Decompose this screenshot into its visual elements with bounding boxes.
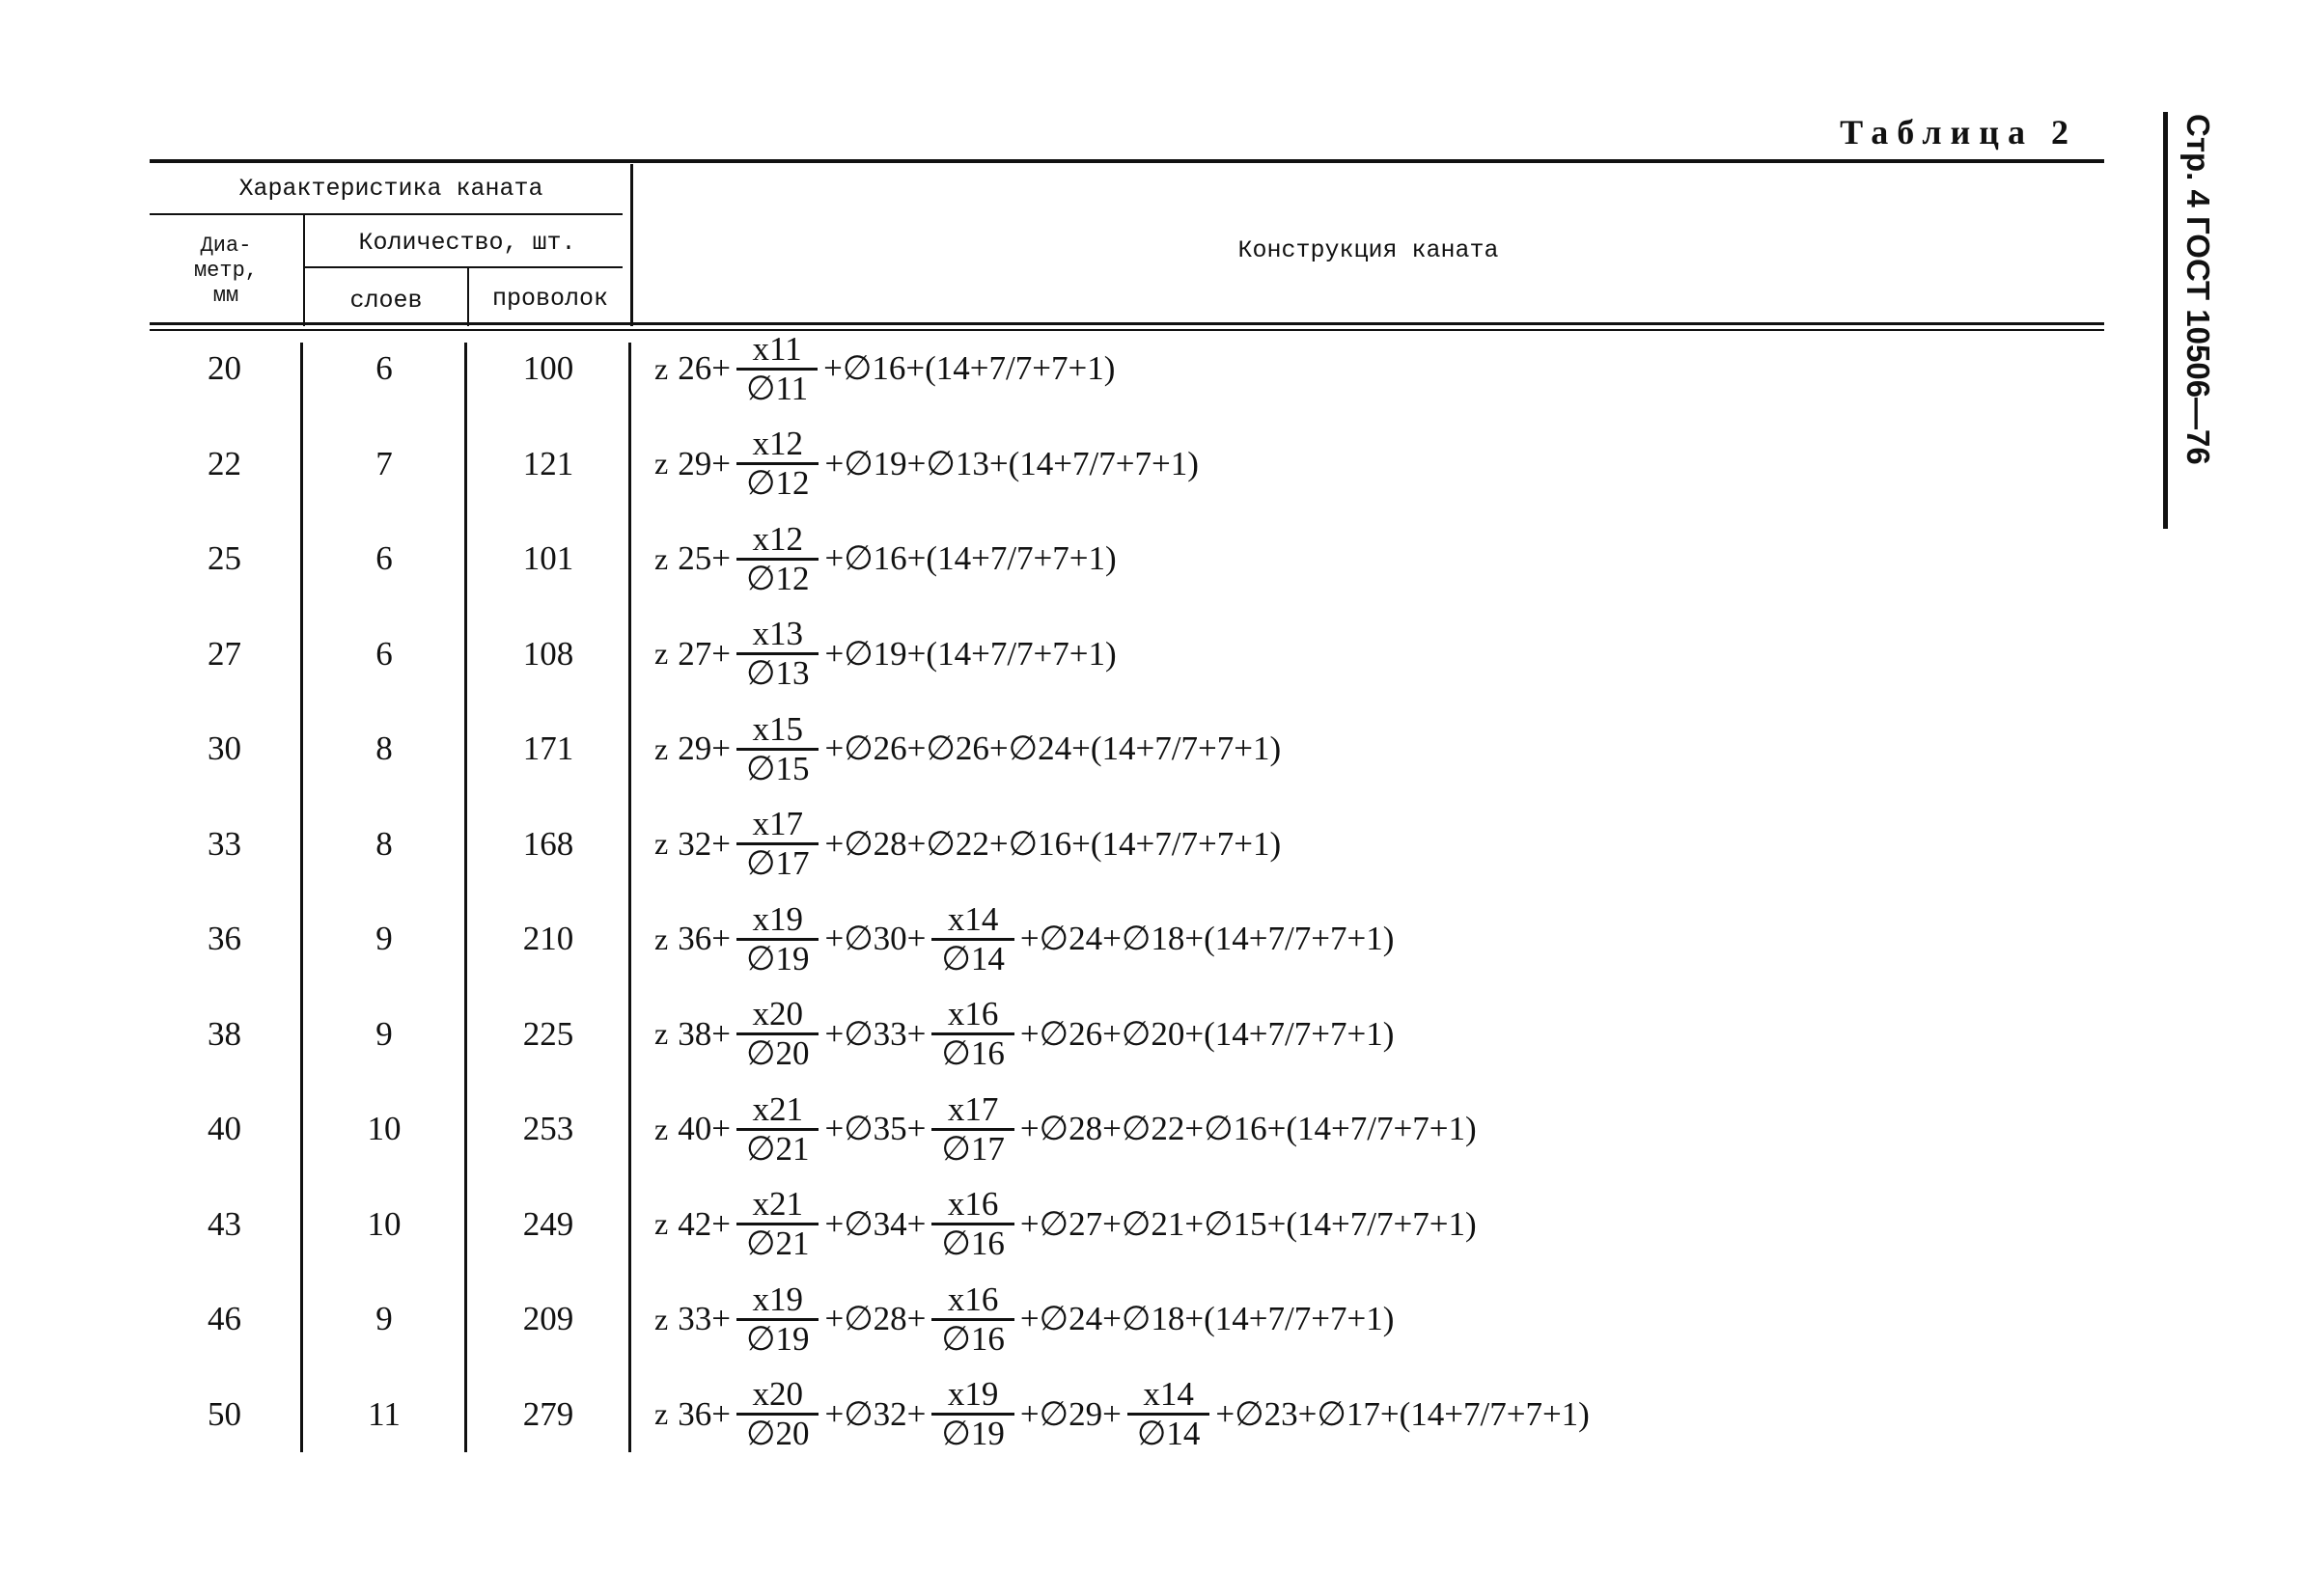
formula-lay-direction: z <box>654 730 669 766</box>
formula-fraction <box>931 1376 1014 1452</box>
fraction-denominator: ∅16 <box>931 1318 1014 1358</box>
fraction-denominator: ∅19 <box>931 1413 1014 1452</box>
formula-fraction <box>736 521 819 597</box>
cell-construction <box>654 1084 1477 1174</box>
cell-construction <box>654 323 1115 414</box>
cell-wires: 253 <box>522 1110 574 1147</box>
header-construction: Конструкция каната <box>1237 236 1499 264</box>
column-rule-diameter <box>303 213 305 326</box>
cell-wires: 210 <box>522 920 574 957</box>
fraction-denominator: ∅15 <box>736 748 819 787</box>
fraction-numerator: x14 <box>1143 1375 1194 1413</box>
formula-fraction <box>736 1281 819 1358</box>
cell-layers: 11 <box>368 1394 401 1433</box>
column-rule-wires <box>630 164 633 326</box>
cell-wires: 121 <box>522 444 574 482</box>
formula-term: +∅28+∅22+∅16+(14+7/7+7+1) <box>824 824 1282 863</box>
formula-fraction <box>931 1091 1014 1168</box>
formula-term: +∅28+∅22+∅16+(14+7/7+7+1) <box>1019 1110 1477 1147</box>
cell-diameter: 22 <box>208 444 241 482</box>
cell-wires: 225 <box>522 1014 574 1053</box>
fraction-numerator: x14 <box>947 899 999 938</box>
fraction-numerator: x11 <box>752 329 802 368</box>
header-wires: проволок <box>491 285 609 313</box>
cell-construction <box>654 989 1394 1080</box>
formula-term: +∅26+∅20+(14+7/7+7+1) <box>1019 1014 1395 1053</box>
formula-term: 25+ <box>678 539 731 577</box>
cell-wires: 168 <box>522 824 574 863</box>
formula-term: +∅24+∅18+(14+7/7+7+1) <box>1019 920 1395 957</box>
table-title: Таблица 2 <box>1840 113 2077 151</box>
formula-term: +∅29+ <box>1019 1394 1122 1433</box>
side-page-label: Стр. 4 ГОСТ 10506—76 <box>2180 114 2216 465</box>
header-diameter: Диа- метр, мм <box>193 234 258 308</box>
fraction-denominator: ∅11 <box>736 368 818 407</box>
formula-lay-direction: z <box>654 350 669 386</box>
cell-wires: 101 <box>522 539 574 577</box>
cell-wires: 171 <box>522 729 574 767</box>
formula-fraction <box>931 1281 1014 1358</box>
fraction-numerator: x20 <box>752 1375 803 1413</box>
cell-construction <box>654 894 1394 984</box>
formula-lay-direction: z <box>654 1111 669 1146</box>
fraction-numerator: x15 <box>752 709 803 748</box>
cell-layers: 7 <box>375 444 393 482</box>
cell-wires: 249 <box>522 1204 574 1243</box>
fraction-numerator: x17 <box>752 805 803 842</box>
fraction-numerator: x16 <box>947 995 999 1032</box>
cell-layers: 9 <box>375 920 393 957</box>
table-top-rule <box>150 159 2104 163</box>
formula-fraction <box>931 1186 1014 1262</box>
cell-wires: 209 <box>522 1300 574 1337</box>
formula-fraction <box>736 331 818 407</box>
formula-lay-direction: z <box>654 636 669 671</box>
cell-layers: 6 <box>375 539 393 577</box>
cell-layers: 10 <box>367 1204 402 1243</box>
formula-term: +∅32+ <box>824 1394 927 1433</box>
fraction-denominator: ∅12 <box>736 462 819 502</box>
formula-term: +∅23+∅17+(14+7/7+7+1) <box>1215 1394 1590 1433</box>
formula-term: 29+ <box>678 444 731 482</box>
cell-diameter: 36 <box>208 920 241 957</box>
cell-construction <box>654 1369 1590 1460</box>
fraction-numerator: x16 <box>947 1185 999 1223</box>
fraction-numerator: x17 <box>947 1089 999 1128</box>
formula-term: +∅26+∅26+∅24+(14+7/7+7+1) <box>824 729 1282 767</box>
cell-construction <box>654 609 1117 700</box>
fraction-denominator: ∅16 <box>931 1223 1014 1262</box>
formula-term: +∅19+∅13+(14+7/7+7+1) <box>824 444 1199 482</box>
formula-fraction <box>736 426 819 502</box>
formula-term: 29+ <box>678 729 731 767</box>
formula-lay-direction: z <box>654 1016 669 1051</box>
formula-lay-direction: z <box>654 1396 669 1431</box>
cell-layers: 10 <box>367 1110 402 1147</box>
fraction-denominator: ∅13 <box>736 652 819 692</box>
formula-lay-direction: z <box>654 1206 669 1241</box>
cell-construction <box>654 1179 1477 1270</box>
header-bottom-rule <box>150 322 2104 325</box>
formula-fraction <box>1127 1376 1210 1452</box>
fraction-denominator: ∅19 <box>736 938 819 977</box>
fraction-numerator: x21 <box>752 1089 803 1128</box>
formula-term: 27+ <box>678 634 731 673</box>
cell-diameter: 43 <box>208 1204 241 1243</box>
header-bottom-rule-2 <box>150 329 2104 331</box>
cell-diameter: 33 <box>208 824 241 863</box>
formula-term: +∅16+(14+7/7+7+1) <box>824 539 1117 577</box>
formula-term: 42+ <box>678 1204 731 1243</box>
formula-fraction <box>736 1186 819 1262</box>
header-characteristics: Характеристика каната <box>238 175 543 203</box>
formula-lay-direction: z <box>654 921 669 956</box>
formula-term: +∅28+ <box>824 1300 927 1337</box>
cell-wires: 100 <box>522 349 574 387</box>
cell-construction <box>654 1274 1394 1364</box>
cell-layers: 8 <box>375 729 393 767</box>
fraction-numerator: x16 <box>947 1280 999 1318</box>
cell-diameter: 30 <box>208 729 241 767</box>
cell-layers: 6 <box>375 349 393 387</box>
formula-fraction <box>736 616 819 692</box>
header-quantity-rule <box>150 213 623 215</box>
fraction-numerator: x19 <box>752 1280 803 1318</box>
fraction-numerator: x12 <box>752 425 803 462</box>
cell-wires: 108 <box>522 634 574 673</box>
formula-fraction <box>736 901 819 977</box>
cell-diameter: 40 <box>208 1110 241 1147</box>
formula-term: +∅35+ <box>824 1110 927 1147</box>
fraction-numerator: x19 <box>947 1375 999 1413</box>
formula-term: 36+ <box>678 920 731 957</box>
cell-layers: 9 <box>375 1300 393 1337</box>
formula-term: 26+ <box>678 349 731 387</box>
formula-term: 40+ <box>678 1110 731 1147</box>
formula-term: 33+ <box>678 1300 731 1337</box>
fraction-numerator: x13 <box>752 615 803 652</box>
cell-diameter: 20 <box>208 349 241 387</box>
formula-term: +∅16+(14+7/7+7+1) <box>823 349 1116 387</box>
fraction-denominator: ∅17 <box>931 1128 1014 1168</box>
formula-fraction <box>931 996 1014 1072</box>
formula-term: 38+ <box>678 1014 731 1053</box>
body-rule-diameter <box>300 343 303 1452</box>
fraction-denominator: ∅19 <box>736 1318 819 1358</box>
formula-fraction <box>736 1376 819 1452</box>
header-quantity: Количество, шт. <box>358 229 576 257</box>
fraction-denominator: ∅20 <box>736 1032 819 1072</box>
cell-diameter: 27 <box>208 634 241 673</box>
side-margin <box>2155 112 2223 529</box>
fraction-denominator: ∅20 <box>736 1413 819 1452</box>
formula-fraction <box>736 711 819 787</box>
fraction-numerator: x19 <box>752 899 803 938</box>
cell-wires: 279 <box>522 1394 574 1433</box>
fraction-denominator: ∅12 <box>736 558 819 597</box>
formula-term: +∅24+∅18+(14+7/7+7+1) <box>1019 1300 1395 1337</box>
formula-lay-direction: z <box>654 1301 669 1336</box>
formula-term: +∅27+∅21+∅15+(14+7/7+7+1) <box>1019 1204 1477 1243</box>
formula-term: +∅19+(14+7/7+7+1) <box>824 634 1117 673</box>
column-rule-layers <box>467 266 469 326</box>
cell-construction <box>654 419 1199 509</box>
fraction-denominator: ∅21 <box>736 1128 819 1168</box>
cell-layers: 6 <box>375 634 393 673</box>
formula-fraction <box>736 996 819 1072</box>
fraction-denominator: ∅14 <box>931 938 1014 977</box>
header-layers: слоев <box>349 287 423 315</box>
cell-diameter: 25 <box>208 539 241 577</box>
body-rule-layers <box>464 343 467 1452</box>
cell-diameter: 46 <box>208 1300 241 1337</box>
cell-construction <box>654 703 1281 794</box>
formula-term: +∅30+ <box>824 920 927 957</box>
formula-lay-direction: z <box>654 540 669 576</box>
fraction-numerator: x20 <box>752 995 803 1032</box>
cell-construction <box>654 799 1281 890</box>
formula-fraction <box>931 901 1014 977</box>
fraction-denominator: ∅21 <box>736 1223 819 1262</box>
cell-diameter: 38 <box>208 1014 241 1053</box>
fraction-denominator: ∅14 <box>1127 1413 1210 1452</box>
formula-term: +∅33+ <box>824 1014 927 1053</box>
cell-layers: 9 <box>375 1014 393 1053</box>
formula-term: 32+ <box>678 824 731 863</box>
side-margin-rule <box>2163 112 2168 529</box>
fraction-numerator: x12 <box>752 519 803 558</box>
header-quantity-sub-rule <box>303 266 623 268</box>
formula-term: 36+ <box>678 1394 731 1433</box>
cell-construction <box>654 513 1117 604</box>
fraction-numerator: x21 <box>752 1185 803 1223</box>
fraction-denominator: ∅17 <box>736 842 819 882</box>
formula-term: +∅34+ <box>824 1204 927 1243</box>
formula-fraction <box>736 1091 819 1168</box>
fraction-denominator: ∅16 <box>931 1032 1014 1072</box>
body-rule-wires <box>628 343 631 1452</box>
formula-fraction <box>736 806 819 882</box>
formula-lay-direction: z <box>654 446 669 481</box>
cell-layers: 8 <box>375 824 393 863</box>
cell-diameter: 50 <box>208 1394 241 1433</box>
formula-lay-direction: z <box>654 826 669 861</box>
